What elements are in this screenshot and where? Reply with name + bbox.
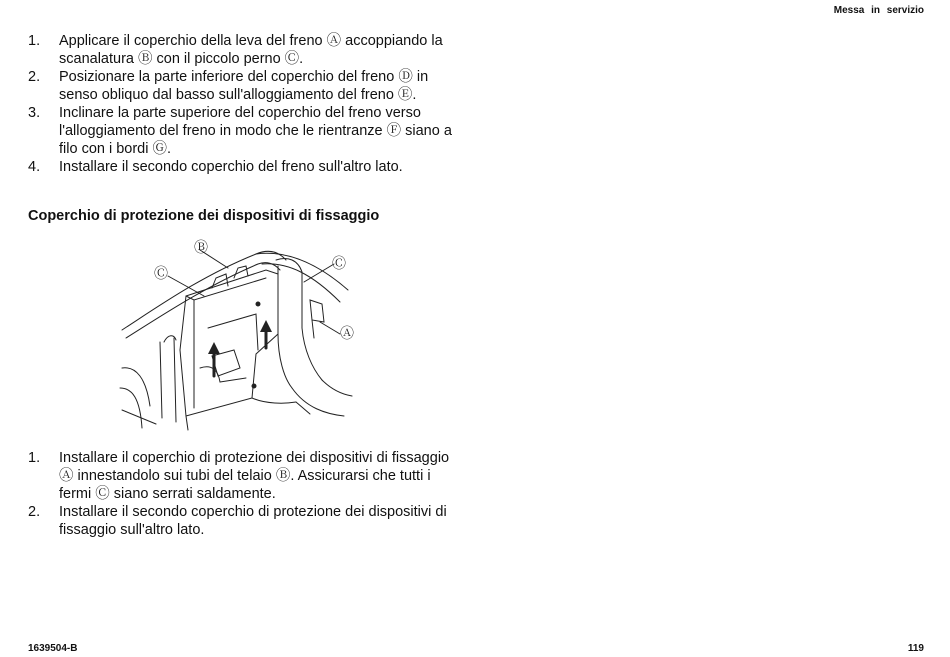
running-header: Messa in servizio xyxy=(833,5,924,16)
callout-b xyxy=(194,240,208,256)
list-item: 3. Inclinare la parte superiore del coperchio del freno verso l'alloggiamento del freno in modo che le rientranze Ⓕ siano a filo con i bordi Ⓖ. xyxy=(28,105,452,157)
svg-text:Ⓒ: Ⓒ xyxy=(332,256,346,272)
fastener-cover-steps xyxy=(28,449,458,539)
svg-text:Ⓐ: Ⓐ xyxy=(340,326,354,342)
step-text: Posizionare la parte inferiore del coperchio del freno Ⓓ in senso obliquo dal basso sull'alloggiamento del freno Ⓔ. xyxy=(59,69,429,103)
list-item: 1. Installare il coperchio di protezione dei dispositivi di fissaggio Ⓐ innestandolo sui tubi del telaio Ⓑ. Assicurarsi che tutti i fermi Ⓒ siano serrati saldamente. xyxy=(28,450,450,502)
svg-text:Ⓒ: Ⓒ xyxy=(154,266,168,282)
callout-c-left xyxy=(154,266,168,282)
step-text: Applicare il coperchio della leva del freno Ⓐ accoppiando la scanalatura Ⓑ con il piccolo perno Ⓒ. xyxy=(59,33,443,67)
callout-a xyxy=(340,326,354,342)
step-text: Installare il secondo coperchio del freno sull'altro lato. xyxy=(59,159,403,175)
step-text: Installare il secondo coperchio di protezione dei dispositivi di fissaggio sull'altro lato. xyxy=(59,504,447,538)
document-code: 1639504-B xyxy=(28,643,78,654)
list-item: 2. Posizionare la parte inferiore del coperchio del freno Ⓓ in senso obliquo dal basso sull'alloggiamento del freno Ⓔ. xyxy=(28,69,429,103)
list-item: 2. Installare il secondo coperchio di protezione dei dispositivi di fissaggio sull'altro lato. xyxy=(28,504,447,538)
page-number: 119 xyxy=(907,643,924,654)
callout-c-right xyxy=(332,256,346,272)
svg-text:Ⓑ: Ⓑ xyxy=(194,240,208,256)
step-text: Installare il coperchio di protezione dei dispositivi di fissaggio Ⓐ innestandolo sui tubi del telaio Ⓑ. Assicurarsi che tutti i fermi Ⓒ siano serrati saldamente. xyxy=(59,450,450,502)
step-text: Inclinare la parte superiore del coperchio del freno verso l'alloggiamento del freno in modo che le rientranze Ⓕ siano a filo con i bordi Ⓖ. xyxy=(59,105,452,157)
brake-cover-steps xyxy=(28,32,458,176)
fastener-cover-illustration xyxy=(116,238,360,434)
list-item: 4. Installare il secondo coperchio del freno sull'altro lato. xyxy=(28,159,403,175)
section-title: Coperchio di protezione dei dispositivi di fissaggio xyxy=(28,208,380,224)
list-item: 1. Applicare il coperchio della leva del freno Ⓐ accoppiando la scanalatura Ⓑ con il piccolo perno Ⓒ. xyxy=(28,33,443,67)
